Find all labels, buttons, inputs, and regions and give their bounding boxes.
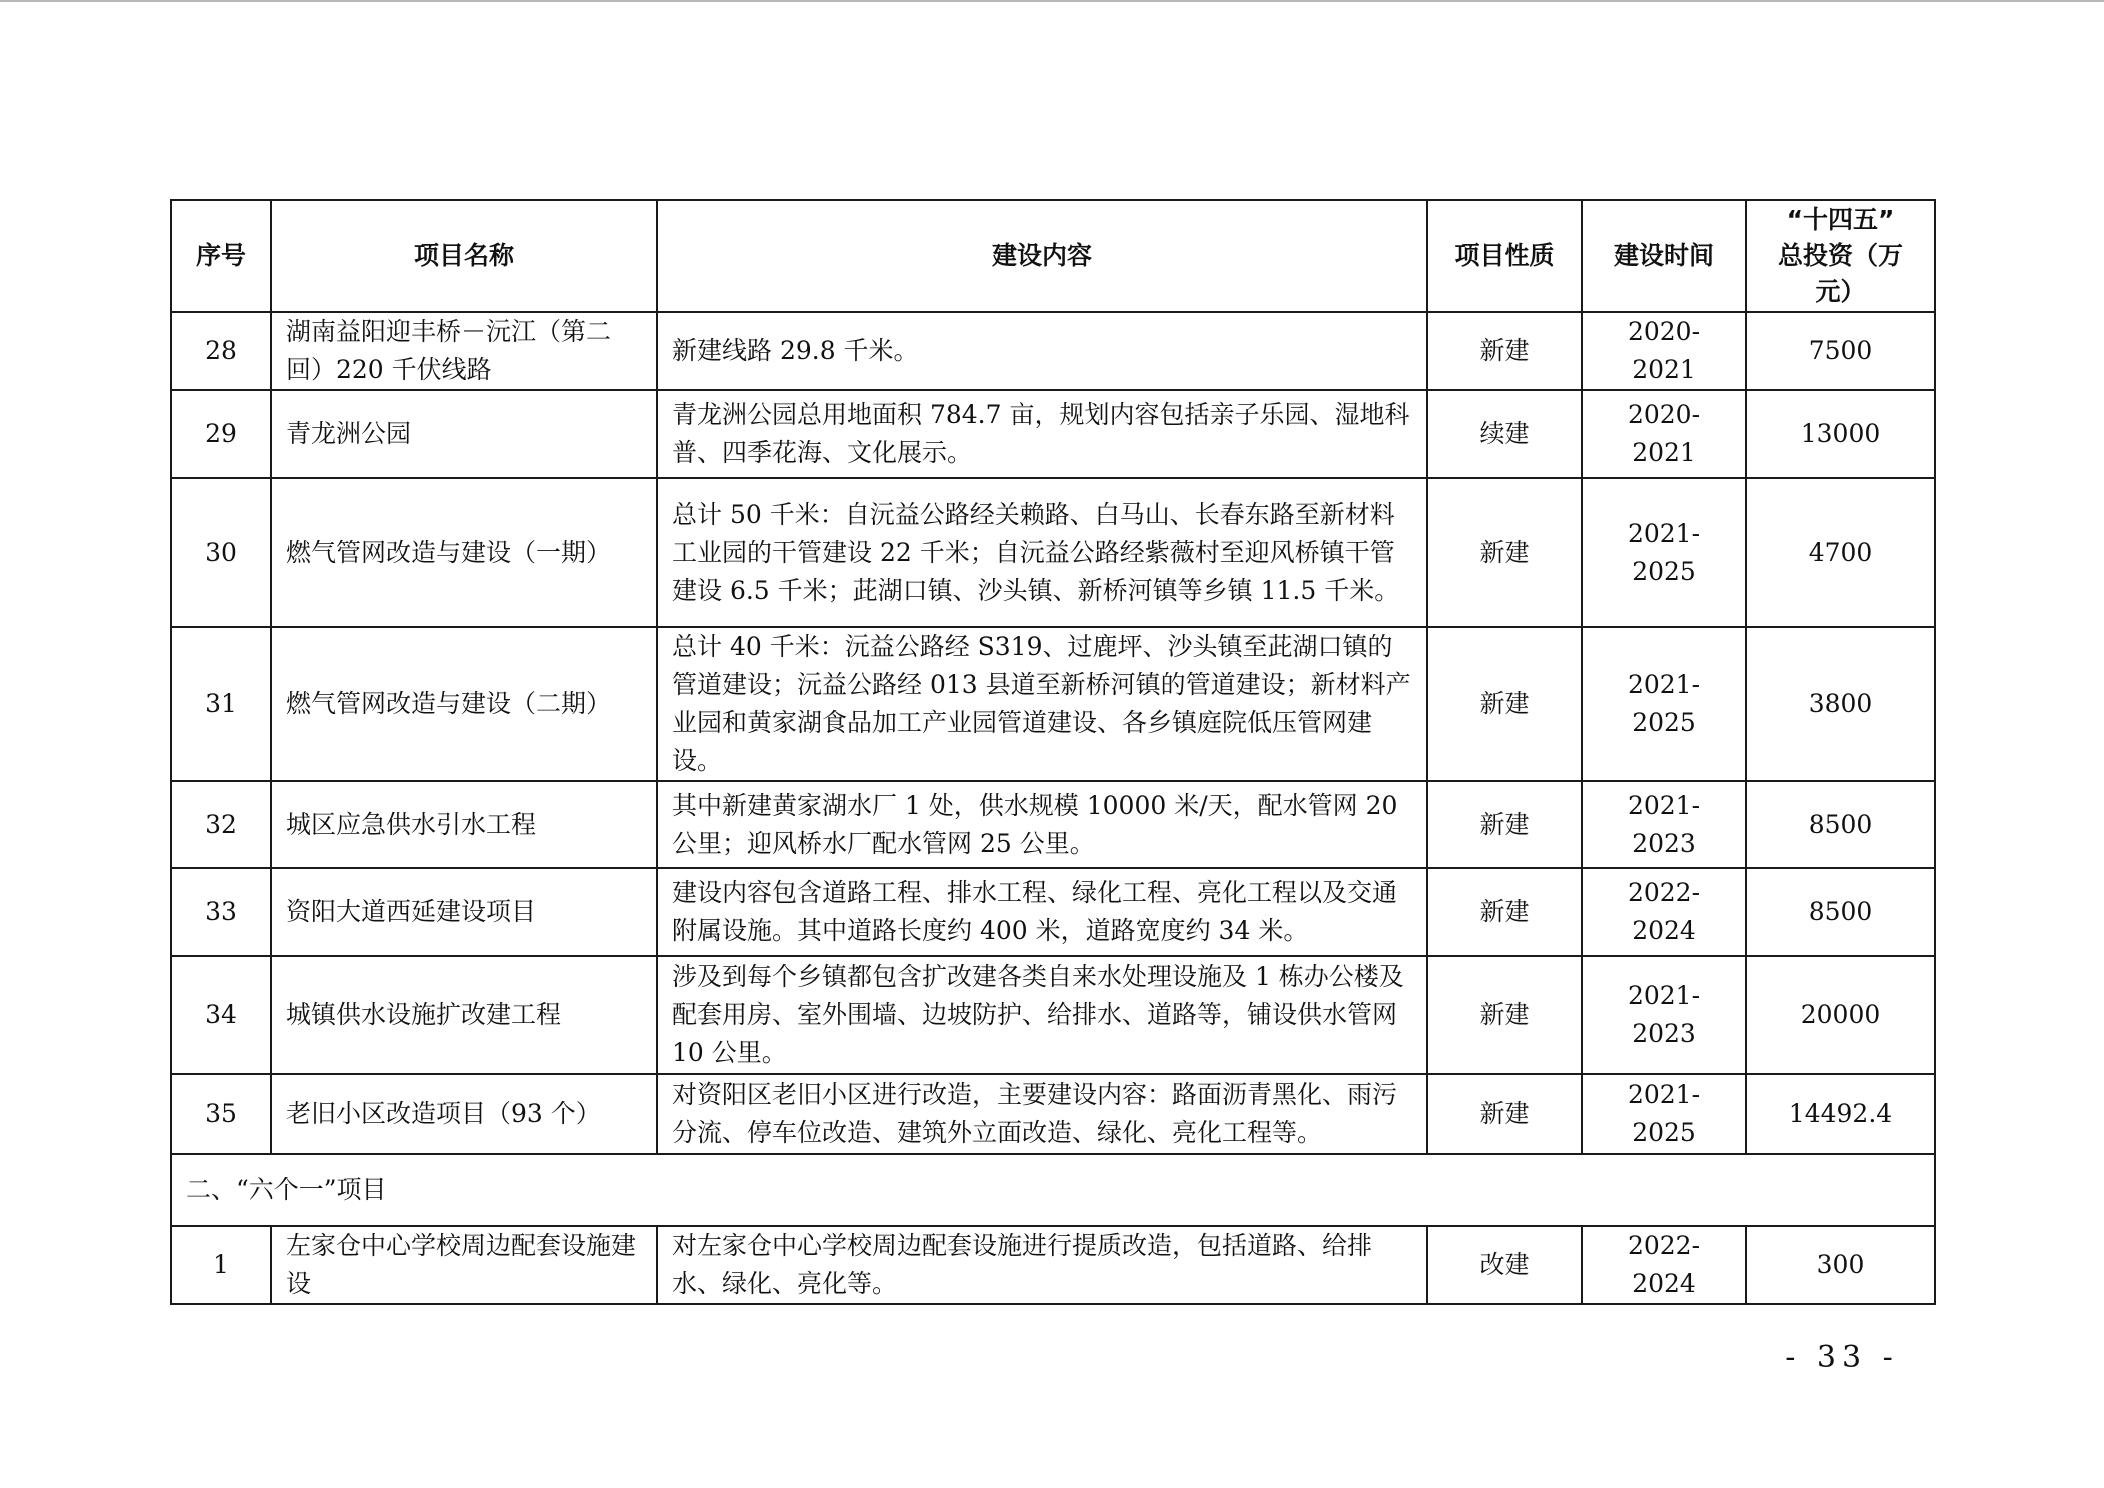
row-nature: 新建 — [1427, 956, 1582, 1074]
row-name: 左家仓中心学校周边配套设施建设 — [271, 1226, 657, 1304]
table-row — [171, 627, 1935, 781]
table-row — [171, 478, 1935, 627]
row-nature: 新建 — [1427, 868, 1582, 956]
row-investment: 3800 — [1746, 627, 1935, 781]
page-top-border — [0, 0, 2104, 2]
row-investment: 8500 — [1746, 868, 1935, 956]
row-period: 2020-2021 — [1582, 390, 1746, 478]
row-name: 老旧小区改造项目（93 个） — [271, 1074, 657, 1154]
table-row — [171, 1074, 1935, 1154]
row-period: 2021-2025 — [1582, 1074, 1746, 1154]
page-number: - 33 - — [1785, 1340, 1899, 1375]
row-period: 2022-2024 — [1582, 1226, 1746, 1304]
table-row — [171, 956, 1935, 1074]
row-name: 城镇供水设施扩改建工程 — [271, 956, 657, 1074]
row-investment: 8500 — [1746, 781, 1935, 868]
header-investment-line2: 总投资（万元） — [1777, 241, 1903, 306]
header-index: 序号 — [171, 200, 271, 312]
section-header-row — [171, 1154, 1935, 1226]
row-name: 资阳大道西延建设项目 — [271, 868, 657, 956]
row-name: 青龙洲公园 — [271, 390, 657, 478]
row-content: 建设内容包含道路工程、排水工程、绿化工程、亮化工程以及交通附属设施。其中道路长度约 400 米，道路宽度约 34 米。 — [657, 868, 1427, 956]
row-index: 1 — [171, 1226, 271, 1304]
row-content: 涉及到每个乡镇都包含扩改建各类自来水处理设施及 1 栋办公楼及配套用房、室外围墙、边坡防护、给排水、道路等，铺设供水管网 10 公里。 — [657, 956, 1427, 1074]
row-nature: 续建 — [1427, 390, 1582, 478]
row-period: 2021-2023 — [1582, 781, 1746, 868]
row-nature: 改建 — [1427, 1226, 1582, 1304]
row-period: 2021-2023 — [1582, 956, 1746, 1074]
row-period: 2021-2025 — [1582, 627, 1746, 781]
row-index: 29 — [171, 390, 271, 478]
row-content: 对左家仓中心学校周边配套设施进行提质改造，包括道路、给排水、绿化、亮化等。 — [657, 1226, 1427, 1304]
row-content: 总计 40 千米：沅益公路经 S319、过鹿坪、沙头镇至茈湖口镇的管道建设；沅益公路经 013 县道至新桥河镇的管道建设；新材料产业园和黄家湖食品加工产业园管道建设、各乡镇庭院低压管网建设。 — [657, 627, 1427, 781]
row-index: 34 — [171, 956, 271, 1074]
row-content: 总计 50 千米：自沅益公路经关赖路、白马山、长春东路至新材料工业园的干管建设 22 千米；自沅益公路经紫薇村至迎风桥镇干管建设 6.5 千米；茈湖口镇、沙头镇、新桥河镇等乡镇 11.5 千米。 — [657, 478, 1427, 627]
header-period: 建设时间 — [1582, 200, 1746, 312]
table-row — [171, 390, 1935, 478]
table-header-row — [171, 200, 1935, 312]
row-investment: 300 — [1746, 1226, 1935, 1304]
header-content: 建设内容 — [657, 200, 1427, 312]
table-row — [171, 312, 1935, 390]
row-name: 燃气管网改造与建设（一期） — [271, 478, 657, 627]
section-title: 二、“六个一”项目 — [171, 1154, 1935, 1226]
table-row — [171, 1226, 1935, 1304]
row-index: 33 — [171, 868, 271, 956]
row-investment: 20000 — [1746, 956, 1935, 1074]
row-nature: 新建 — [1427, 627, 1582, 781]
row-content: 新建线路 29.8 千米。 — [657, 312, 1427, 390]
row-investment: 7500 — [1746, 312, 1935, 390]
header-name: 项目名称 — [271, 200, 657, 312]
row-period: 2022-2024 — [1582, 868, 1746, 956]
row-investment: 13000 — [1746, 390, 1935, 478]
row-nature: 新建 — [1427, 312, 1582, 390]
row-nature: 新建 — [1427, 478, 1582, 627]
row-index: 28 — [171, 312, 271, 390]
row-index: 32 — [171, 781, 271, 868]
row-index: 30 — [171, 478, 271, 627]
header-investment-line1: “十四五” — [1786, 205, 1895, 234]
row-content: 其中新建黄家湖水厂 1 处，供水规模 10000 米/天，配水管网 20 公里；迎风桥水厂配水管网 25 公里。 — [657, 781, 1427, 868]
row-period: 2020-2021 — [1582, 312, 1746, 390]
header-investment — [1746, 200, 1935, 312]
row-name: 湖南益阳迎丰桥－沅江（第二回）220 千伏线路 — [271, 312, 657, 390]
row-name: 燃气管网改造与建设（二期） — [271, 627, 657, 781]
project-table — [170, 199, 1936, 1305]
row-investment: 14492.4 — [1746, 1074, 1935, 1154]
row-investment: 4700 — [1746, 478, 1935, 627]
row-nature: 新建 — [1427, 781, 1582, 868]
table-row — [171, 868, 1935, 956]
row-index: 35 — [171, 1074, 271, 1154]
row-content: 对资阳区老旧小区进行改造，主要建设内容：路面沥青黑化、雨污分流、停车位改造、建筑外立面改造、绿化、亮化工程等。 — [657, 1074, 1427, 1154]
row-index: 31 — [171, 627, 271, 781]
header-nature: 项目性质 — [1427, 200, 1582, 312]
table-row — [171, 781, 1935, 868]
row-content: 青龙洲公园总用地面积 784.7 亩，规划内容包括亲子乐园、湿地科普、四季花海、文化展示。 — [657, 390, 1427, 478]
row-name: 城区应急供水引水工程 — [271, 781, 657, 868]
row-nature: 新建 — [1427, 1074, 1582, 1154]
row-period: 2021-2025 — [1582, 478, 1746, 627]
